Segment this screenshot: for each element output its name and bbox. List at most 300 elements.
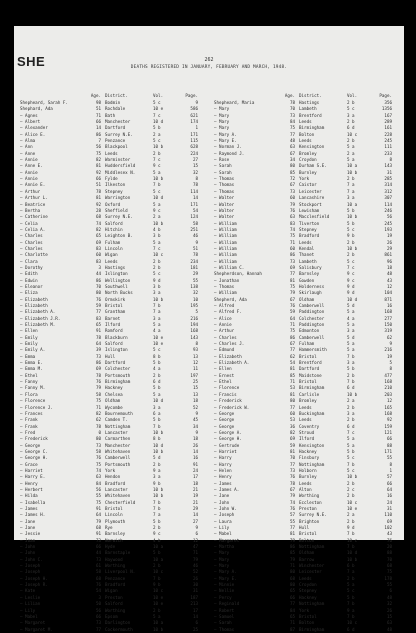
entry-name: — William C. [214,264,245,270]
entry-age: 78 [95,334,101,340]
entry-name: Shepheard, Maria [214,100,255,105]
entry-vol: 6 d [347,423,355,429]
entry-page: 115 [190,138,198,144]
entry-age: 69 [95,366,101,372]
entry-page: 9 [195,239,198,245]
entry-district: Hull [299,525,310,531]
entry-vol: 10 e [153,341,164,347]
header-page: Page. [185,93,198,98]
entry-vol: 6 d [347,125,355,131]
entry-vol: 2 b [153,563,161,569]
entry-vol: 3 a [347,360,355,366]
entry-page: 78 [192,182,198,188]
entry-district: Dartford [105,125,126,131]
entry-page: 92 [386,417,392,423]
entry-page: 203 [384,391,392,397]
entry-page: 167 [384,112,392,118]
entry-name: — William [214,233,237,239]
entry-vol: 9 b [153,582,161,588]
entry-district: Ormskirk [105,296,126,302]
entry-name: — Ann [20,144,33,150]
entry-age: 86 [95,360,101,366]
entry-age: 85 [289,372,295,378]
entry-page: 234 [190,258,198,264]
entry-vol: 3 a [153,404,161,410]
entry-age: 74 [95,467,101,473]
entry-age: 82 [95,410,101,416]
entry-vol: 7 b [153,182,161,188]
entry-page: 47 [192,544,198,550]
entry-name: — Mary E. [214,138,237,144]
entry-page: 96 [386,258,392,264]
entry-name: — Harriet [214,448,237,454]
entry-page: 79 [192,556,198,562]
entry-district: Barnet [105,315,121,321]
entry-district: Preston [105,594,123,600]
entry-district: Edmonton [299,328,320,334]
header-district: District. [299,93,322,98]
entry-vol: 7 b [347,461,355,467]
entry-name: Shepheard, Sarah F. [20,100,68,105]
entry-vol: 10 e [347,506,358,511]
entry-page: 14 [192,613,198,619]
entry-page: 8 [389,366,392,372]
entry-vol: 5 a [347,442,355,448]
entry-name: — Reginald [214,601,240,607]
entry-vol: 10 b [153,296,164,302]
entry-name: — Alfred [214,303,235,308]
entry-page: 78 [192,252,198,258]
entry-age: 83 [95,258,101,264]
entry-name: — Joseph [20,569,41,575]
entry-name: — Ellen [214,366,232,372]
entry-name: — Frank [20,417,38,423]
entry-vol: 2 c [347,486,355,492]
entry-name: — Minnie [214,582,235,588]
entry-name: — George H. [20,455,48,461]
entry-page: 14 [192,195,198,201]
entry-age: 71 [289,239,295,245]
entry-page: 57 [386,474,392,480]
entry-age: 68 [95,214,101,220]
entry-vol: 5 c [347,467,355,473]
entry-vol: 3 b [153,283,161,289]
entry-name: — Lily [20,607,36,613]
entry-name: — Thomas [214,188,235,194]
entry-page: 1 [195,125,198,131]
entry-district: Kendal [299,245,315,251]
entry-name: — Elizabeth J.R. [20,315,61,321]
entry-name: — Norman J. [214,144,242,150]
entry-age: 50 [95,601,101,607]
entry-district: Penzance [105,138,126,144]
entry-vol: 4 a [153,366,161,372]
entry-page: 58 [192,220,198,226]
entry-name: — Joseph [20,563,41,569]
entry-page: 245 [384,220,392,226]
entry-name: — Walter [214,201,235,207]
entry-district: Hastings [105,264,126,270]
entry-age: 53 [289,417,295,423]
entry-vol: 5 b [347,207,355,213]
entry-page: 18 [192,436,198,442]
entry-district: Leighton B. [105,233,133,239]
entry-vol: 9 d [347,525,355,531]
entry-name: — Mary A. [214,131,237,137]
entry-vol: 10 b [347,391,358,397]
entry-age: 0 [98,429,101,435]
entry-vol: 10 c [153,588,164,594]
entry-page: 224 [190,150,198,156]
entry-district: York [299,176,310,182]
entry-district: Barnsley [105,531,126,537]
entry-name: — John [214,499,230,505]
entry-district: Holderness [299,283,325,289]
entry-vol: 2 b [347,404,355,410]
entry-vol: 5 c [347,588,355,594]
entry-district: Leeds [299,480,312,486]
entry-district: Surrey N.E. [299,512,327,518]
entry-page: 25 [192,379,198,385]
entry-district: Ilkeston [105,182,126,188]
entry-page: 12 [192,537,198,543]
entry-page: 102 [384,525,392,531]
entry-vol: 3 a [347,195,355,201]
entry-district: Nottingham [105,423,131,429]
entry-name: Shephard, Ada [20,106,53,112]
entry-age: 77 [289,347,295,353]
entry-page: 871 [384,296,392,302]
entry-vol: 5 a [153,201,161,207]
entry-vol: 10 b [153,448,164,454]
entry-page: 29 [386,245,392,251]
entry-age: 3 [98,594,101,600]
entry-vol: 10 b [347,474,358,480]
entry-age: 86 [289,544,295,550]
entry-district: Paddington [299,322,325,328]
entry-age: 57 [289,512,295,518]
entry-vol: 7 c [347,264,355,270]
entry-age: 82 [95,157,101,163]
entry-vol: 10 b [347,214,358,220]
entry-name: — Margaret [214,537,240,543]
entry-age: 79 [289,201,295,207]
entry-vol: 6 d [347,626,355,632]
entry-age: 79 [289,556,295,562]
entry-page: 26 [192,442,198,448]
entry-name: — Margaret [20,620,46,626]
entry-name: — Clara [20,258,38,264]
entry-age: 76 [289,207,295,213]
entry-vol: 9 c [153,531,161,537]
entry-name: — Dorothy [20,264,43,270]
entry-district: Stroud [299,429,315,435]
entry-age: 66 [95,544,101,550]
entry-page: 54 [192,207,198,213]
entry-district: Chelsea [105,391,123,397]
entry-page: 29 [192,271,198,277]
entry-page: 93 [192,347,198,353]
entry-age: 56 [95,144,101,150]
entry-vol: 10 a [347,201,358,207]
entry-page: 171 [190,201,198,207]
section-tab: SHE [17,54,46,69]
entry-district: Hammersmith [299,347,327,353]
entry-district: Middlesex N. [105,169,136,175]
entry-district: Macclesfield [299,214,330,220]
entry-vol: 2 a [347,150,355,156]
entry-name: — Frederick [214,398,242,404]
entry-age: 63 [289,144,295,150]
page-number: 262 [204,57,214,63]
entry-name: — Edmund [214,347,235,353]
entry-name: — Eliza [20,290,38,296]
entry-age: 76 [95,379,101,385]
entry-page: 114 [384,201,392,207]
entry-district: Croydon [299,582,317,588]
entry-district: Grantham [105,309,126,315]
entry-age: 60 [95,252,101,258]
entry-district: Gowden [299,277,315,283]
entry-age: 64 [95,512,101,518]
entry-name: — Edwin [20,277,38,283]
entry-name: — George A. [214,429,242,435]
entry-page: 178 [384,575,392,581]
entry-vol: 9 c [347,277,355,283]
entry-page: 628 [190,144,198,150]
entry-name: — Margaret M. [20,626,53,632]
entry-district: Whitehaven [105,448,131,454]
entry-age: 75 [95,461,101,467]
entry-page: 194 [190,322,198,328]
entry-district: Epsom [105,613,118,619]
entry-age: 76 [289,506,295,511]
entry-age: 80 [95,436,101,442]
entry-page: 21 [192,486,198,492]
entry-vol: 4 b [153,537,161,543]
entry-page: 1 [389,467,392,473]
entry-page: 63 [386,620,392,626]
entry-district: Kensington [299,442,325,448]
entry-district: Wellington [105,277,131,283]
entry-name: — Agnes [20,112,38,118]
entry-age: 71 [289,322,295,328]
header-page: Page. [379,93,392,98]
entry-name: — Joseph H. [20,575,48,581]
entry-district: Leeds [105,150,118,156]
entry-district: Birmingham [299,125,325,131]
entry-page: 10 [192,296,198,302]
entry-district: Colchester [299,315,325,321]
entry-district: Bristol [105,506,123,511]
entry-district: Bath [105,112,116,118]
entry-page: 55 [192,277,198,283]
entry-age: 74 [289,499,295,505]
entry-age: 76 [95,296,101,302]
entry-vol: 7 b [153,506,161,511]
entry-page: 34 [192,423,198,429]
entry-name: — Albert [20,119,41,125]
entry-vol: 2 b [153,607,161,613]
entry-page: 193 [384,226,392,232]
entry-page: 150 [384,322,392,328]
entry-vol: 7 b [347,613,355,619]
entry-page: 110 [384,512,392,518]
entry-district: Birmingham [105,379,131,385]
entry-vol: 10 a [347,163,358,169]
entry-district: Hastings [299,100,320,105]
entry-name: — Elizabeth [20,303,48,308]
entry-vol: 7 a [153,512,161,518]
entry-age: 81 [289,277,295,283]
column-header-row [20,92,206,100]
entry-page: 46 [192,233,198,239]
entry-name: — Charles [20,233,43,239]
entry-district: Buckingham [299,410,325,416]
entry-page: 55 [386,455,392,461]
entry-age: 66 [95,176,101,182]
entry-name: — Walter [214,207,235,213]
entry-name: — George [20,442,41,448]
entry-vol: 10 b [153,493,164,499]
entry-district: Bournemouth [105,410,133,416]
entry-age: 71 [289,379,295,385]
entry-page: 27 [192,518,198,524]
entry-vol: 10 e [153,601,164,607]
entry-district: Oldham [299,550,315,556]
entry-age: 80 [95,290,101,296]
entry-age: 76 [289,474,295,480]
entry-page: 181 [190,264,198,270]
entry-district: Manchester [105,119,131,125]
entry-age: 58 [95,448,101,454]
entry-age: 77 [95,309,101,315]
entry-age: 78 [95,188,101,194]
entry-vol: 5 a [153,169,161,175]
entry-page: 31 [386,169,392,175]
entry-age: 60 [289,245,295,251]
entry-vol: 10 a [153,556,164,562]
entry-district: Worthing [105,607,126,613]
entry-page: 111 [384,144,392,150]
entry-page: 171 [190,131,198,137]
entry-vol: 10 c [347,499,358,505]
register-column-left [20,92,206,633]
entry-name: — Francis [214,391,237,397]
entry-vol: 5 a [347,144,355,150]
entry-district: Romford [105,328,123,334]
entry-page: 91 [192,461,198,467]
entry-district: Bromley [299,398,317,404]
entry-page: 197 [190,372,198,378]
entry-name: — Charles J. [214,341,245,347]
entry-name: — Anne [20,150,36,156]
entry-name: — Gertrude [214,442,240,448]
entry-age: 63 [95,474,101,480]
entry-age: 78 [95,372,101,378]
entry-name: — Mary [214,550,230,556]
entry-district: Camberwell [299,303,325,308]
entry-page: 124 [190,214,198,220]
entry-name: — George C. [20,448,48,454]
entry-age: 84 [289,119,295,125]
entry-page: 66 [386,480,392,486]
entry-name: — Alma [20,138,36,144]
entry-district: Leeds [299,119,312,125]
entry-name: — Frederick W. [214,404,250,410]
header-name [20,92,86,100]
entry-page: 861 [384,252,392,258]
entry-district: Bodmin [105,100,121,105]
entry-age: 75 [95,398,101,404]
entry-district: Salisbury [299,264,322,270]
entry-name: — Walter [214,214,235,220]
entry-page: 314 [384,182,392,188]
entry-district: Fulham [299,341,315,347]
entry-district: Bristol [105,303,123,308]
entry-vol: 10 b [347,245,358,251]
entry-age: 77 [289,461,295,467]
entry-age: 64 [95,341,101,347]
entry-age: 68 [95,575,101,581]
entry-district: Portsmouth [105,461,131,467]
entry-name: — Jane [20,518,36,524]
entry-district: Carmarthen [105,436,131,442]
entry-name: — Thomas [214,176,235,182]
entry-age: 83 [289,220,295,226]
entry-vol: 5 c [347,258,355,264]
entry-vol: 3 a [153,290,161,296]
entry-page: 16 [386,303,392,308]
entry-name: — James H. [20,512,46,518]
entry-page: 8 [195,341,198,347]
entry-age: 75 [289,125,295,131]
entry-district: Nottingham [299,601,325,607]
entry-district: Darlington [105,620,131,626]
entry-name: — James [214,480,232,486]
entry-page: 55 [386,582,392,588]
entry-page: 12 [386,283,392,289]
entry-name: — Mabel [214,531,232,537]
entry-district: Hackney [299,448,317,454]
entry-district: Brighton [299,518,320,524]
entry-page: 319 [384,328,392,334]
entry-district: Lancashire [299,195,325,201]
entry-age: 65 [95,233,101,239]
entry-vol: 7 a [347,569,355,575]
entry-page: 32 [192,290,198,296]
entry-vol: 5 d [347,334,355,340]
entry-age: 56 [95,486,101,492]
entry-district: Islington [105,271,128,277]
entry-page: 75 [386,569,392,575]
entry-page: 9 [389,341,392,347]
entry-page: 246 [384,207,392,213]
entry-district: Rochdale [105,106,126,112]
entry-age: 68 [289,575,295,581]
entry-age: 75 [289,233,295,239]
entry-district: Penzance [105,575,126,581]
entry-page: 48 [386,271,392,277]
entry-vol: 5 c [347,226,355,232]
entry-page: 251 [190,226,198,232]
entry-vol: 10 d [153,442,164,448]
entry-age: 67 [289,150,295,156]
entry-age: 66 [95,613,101,619]
entry-district: Worthing [105,563,126,569]
entry-name: — Joseph [214,512,235,518]
entry-vol: 7 b [347,601,355,607]
